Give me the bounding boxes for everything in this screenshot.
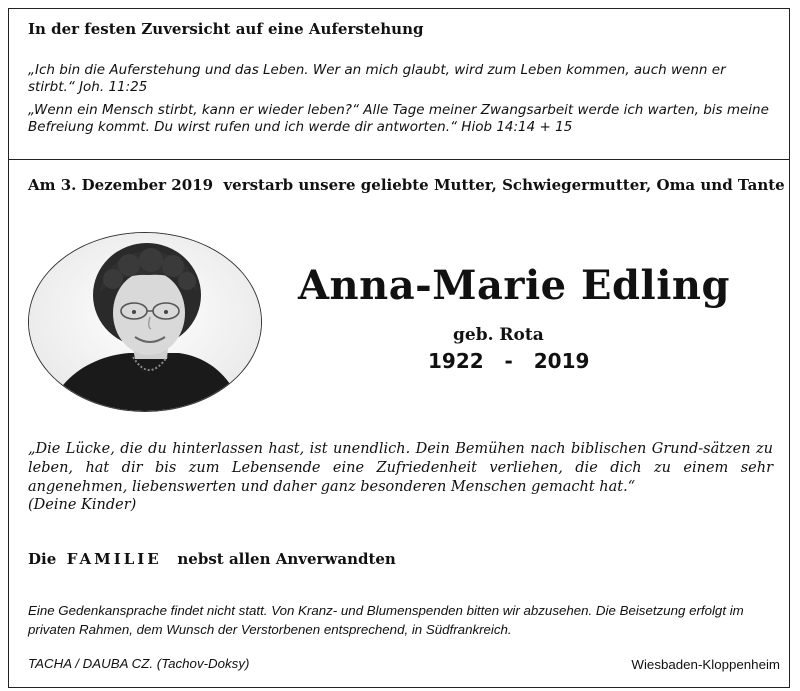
footer-location: Wiesbaden-Kloppenheim <box>631 657 780 672</box>
life-years: 1922 - 2019 <box>428 349 590 373</box>
maiden-name: geb. Rota <box>453 325 544 345</box>
family-suffix: nebst allen Anverwandten <box>177 550 396 568</box>
family-prefix: Die <box>28 550 57 568</box>
family-word: FAMILIE <box>66 550 162 568</box>
divider <box>8 159 790 160</box>
deceased-name: Anna-Marie Edling <box>298 262 730 309</box>
family-line <box>28 550 396 568</box>
death-announcement: Am 3. Dezember 2019 verstarb unsere geliebte Mutter, Schwiegermutter, Oma und Tante <box>28 176 785 194</box>
bible-quote-job: „Wenn ein Mensch stirbt, kann er wieder leben?“ Alle Tage meiner Zwangsarbeit werde ich warten, bis meine Befreiung kommt. Du wirst rufen und ich werde dir antworten.“ Hiob 14:14 + 15 <box>28 102 769 135</box>
heading: In der festen Zuversicht auf eine Auferstehung <box>28 20 424 38</box>
tribute-signature: (Deine Kinder) <box>28 497 137 513</box>
footer-origin: TACHA / DAUBA CZ. (Tachov-Doksy) <box>28 656 250 671</box>
portrait-photo <box>28 232 262 412</box>
tribute-text: „Die Lücke, die du hinterlassen hast, ist unendlich. Dein Bemühen nach biblischen Grund-sätzen zu leben, hat dir bis zum Lebensende eine Zufriedenheit verliehen, die dich zu einem sehr angenehmen, liebenswerten und daher ganz besonderen Menschen gemacht hat.“ <box>28 441 773 495</box>
bible-quote-john: „Ich bin die Auferstehung und das Leben. Wer an mich glaubt, wird zum Leben kommen, auch wenn er stirbt.“ Joh. 11:25 <box>28 62 726 95</box>
portrait-image <box>29 233 262 412</box>
funeral-notice: Eine Gedenkansprache findet nicht statt. Von Kranz- und Blumenspenden bitten wir abzusehen. Die Beisetzung erfolgt im privaten Rahmen, dem Wunsch der Verstorbenen entsprechend, in Südfrankreich. <box>28 603 744 637</box>
